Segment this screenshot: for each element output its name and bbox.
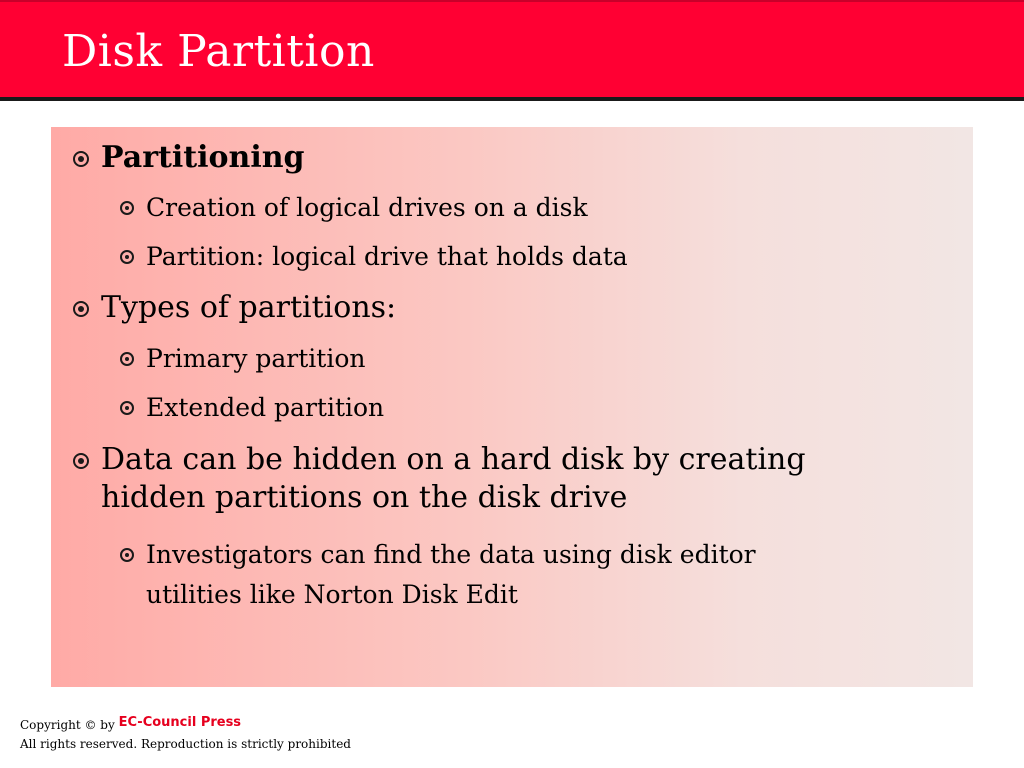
bullet-text: Partition: logical drive that holds data bbox=[146, 242, 628, 271]
sub-bullet-item bbox=[146, 535, 756, 615]
sub-bullet-item bbox=[146, 388, 384, 428]
bullet-text: Creation of logical drives on a disk bbox=[146, 193, 588, 222]
footer bbox=[20, 716, 351, 754]
bullet-marker-icon bbox=[73, 453, 89, 469]
bullet-text: Partitioning bbox=[101, 140, 305, 175]
copyright-text: Copyright © by bbox=[20, 718, 119, 732]
content-box bbox=[51, 127, 973, 687]
bullet-item bbox=[101, 139, 305, 177]
bullet-text: Data can be hidden on a hard disk by creating bbox=[101, 442, 806, 477]
bullet-text: Types of partitions: bbox=[101, 290, 397, 325]
bullet-item bbox=[101, 289, 396, 327]
bullet-marker-icon bbox=[73, 301, 89, 317]
publisher-name: EC-Council Press bbox=[118, 715, 242, 730]
bullet-marker-icon bbox=[73, 151, 89, 167]
bullet-marker-icon bbox=[120, 250, 134, 264]
title-bar bbox=[0, 0, 1024, 101]
bullet-text: Extended partition bbox=[146, 393, 385, 422]
bullet-marker-icon bbox=[120, 352, 134, 366]
bullet-marker-icon bbox=[120, 201, 134, 215]
bullet-marker-icon bbox=[120, 548, 134, 562]
bullet-text: Investigators can find the data using disk editor bbox=[146, 540, 756, 569]
bullet-text-continued: hidden partitions on the disk drive bbox=[101, 480, 628, 515]
slide-title: Disk Partition bbox=[62, 26, 375, 77]
rights-text: All rights reserved. Reproduction is strictly prohibited bbox=[20, 737, 351, 751]
bullet-marker-icon bbox=[120, 401, 134, 415]
sub-bullet-item bbox=[146, 339, 366, 379]
bullet-text: Primary partition bbox=[146, 344, 366, 373]
bullet-text-continued: utilities like Norton Disk Edit bbox=[146, 580, 518, 609]
bullet-item bbox=[101, 441, 806, 517]
sub-bullet-item bbox=[146, 188, 588, 228]
sub-bullet-item bbox=[146, 237, 628, 277]
